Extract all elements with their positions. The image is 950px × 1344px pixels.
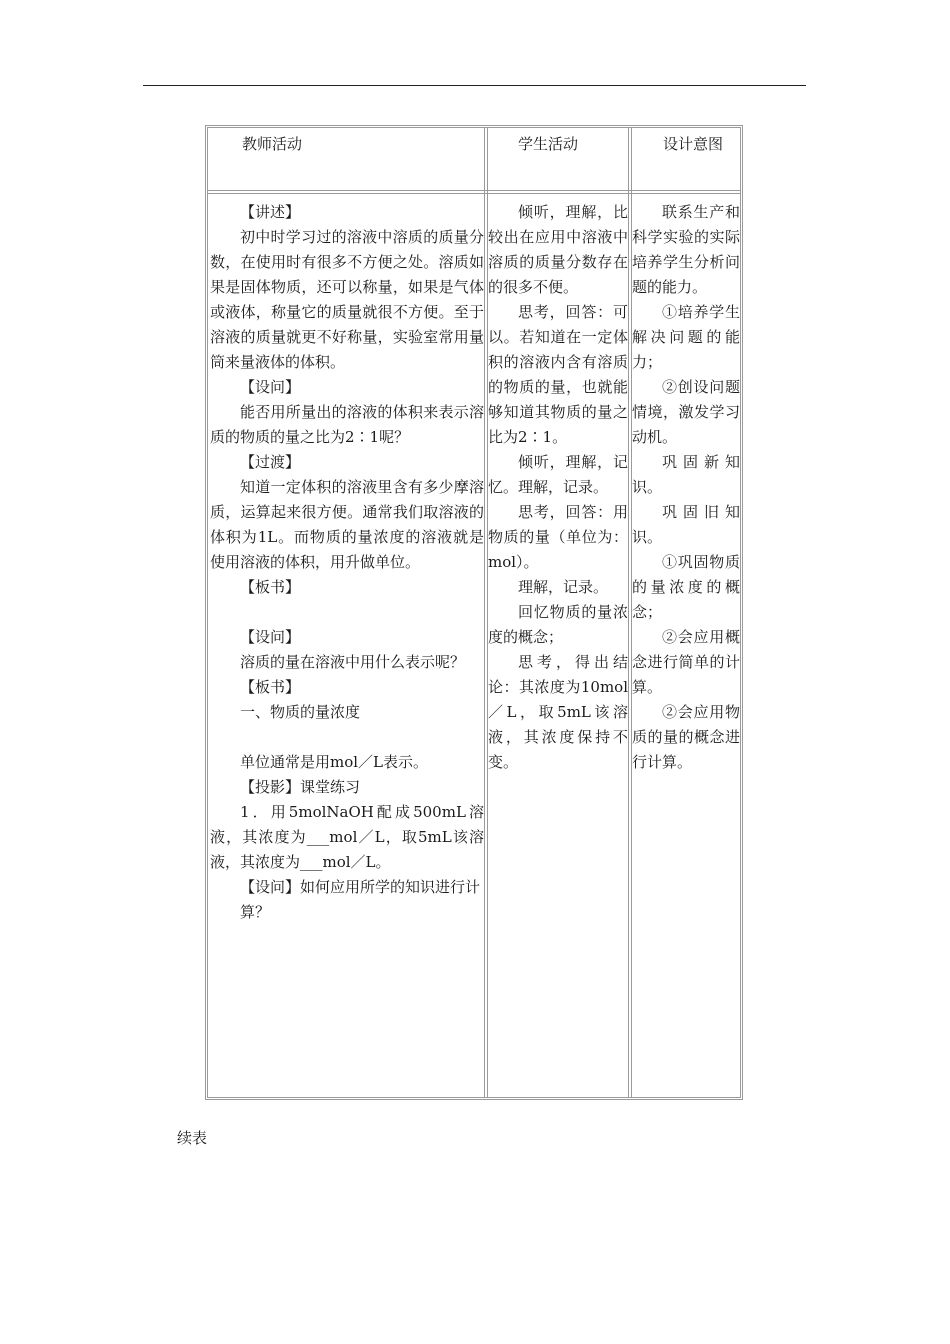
- teacher-paragraph: 知道一定体积的溶液里含有多少摩溶质，运算起来很方便。通常我们取溶液的体积为1L。而物质的量浓度的溶液就是使用溶液的体积，用升做单位。: [210, 478, 484, 571]
- blank-line: [210, 600, 484, 625]
- design-paragraph: ①培养学生解决问题的能力；: [632, 303, 740, 371]
- teacher-paragraph: 单位通常是用mol／L表示。: [240, 753, 429, 771]
- teacher-section-label: 【板书】: [240, 578, 301, 596]
- design-paragraph: 巩固旧知识。: [632, 503, 740, 546]
- design-paragraph: ②会应用物质的量的概念进行计算。: [632, 703, 740, 771]
- design-paragraph: ②创设问题情境，激发学习动机。: [632, 378, 740, 446]
- student-paragraph: 理解，记录。: [518, 578, 609, 596]
- design-paragraph: 巩固新知识。: [632, 453, 740, 496]
- student-paragraph: 倾听，理解，比较出在应用中溶液中溶质的质量分数存在的很多不便。: [488, 203, 628, 296]
- design-paragraph: ②会应用概念进行简单的计算。: [632, 628, 740, 696]
- header-divider: [208, 190, 740, 194]
- teacher-paragraph: 能否用所量出的溶液的体积来表示溶质的物质的量之比为2∶1呢？: [210, 403, 484, 446]
- header-student-activity: 学生活动: [518, 135, 579, 153]
- teacher-activity-column: [210, 200, 484, 925]
- blank-line: [210, 725, 484, 750]
- design-intent-column: [632, 200, 740, 775]
- teacher-paragraph: 溶质的量在溶液中用什么表示呢？: [240, 653, 466, 671]
- header-design-intent: 设计意图: [663, 135, 724, 153]
- teacher-section-label: 【过渡】: [240, 453, 301, 471]
- teacher-section-label: 【设问】: [240, 628, 301, 646]
- design-paragraph: ①巩固物质的量浓度的概念；: [632, 553, 740, 621]
- student-paragraph: 回忆物质的量浓度的概念；: [488, 603, 628, 646]
- student-activity-column: [488, 200, 628, 775]
- teacher-section-label: 【板书】: [240, 678, 301, 696]
- student-paragraph: 倾听，理解，记忆。理解，记录。: [488, 453, 628, 496]
- student-paragraph: 思考，回答：用物质的量（单位为：mol）。: [488, 503, 628, 571]
- teacher-paragraph: 一、物质的量浓度: [240, 703, 361, 721]
- design-paragraph: 联系生产和科学实验的实际培养学生分析问题的能力。: [632, 203, 740, 296]
- page-header-rule: [143, 85, 806, 86]
- header-teacher-activity: 教师活动: [242, 135, 303, 153]
- teacher-paragraph: 初中时学习过的溶液中溶质的质量分数，在使用时有很多不方便之处。溶质如果是固体物质，还可以称量，如果是气体或液体，称量它的质量就很不方便。至于溶液的质量就更不好称量，实验室常用量筒来量液体的体积。: [210, 228, 484, 371]
- teacher-section-label: 【设问】: [240, 378, 301, 396]
- continuation-label: 续表: [177, 1129, 208, 1147]
- lesson-plan-table: [205, 125, 743, 1100]
- teacher-paragraph: 1．用5molNaOH配成500mL溶液，其浓度为___mol／L，取5mL该溶液，其浓度为___mol／L。: [210, 803, 484, 871]
- student-paragraph: 思考，回答：可以。若知道在一定体积的溶液内含有溶质的物质的量，也就能够知道其物质的量之比为2∶1。: [488, 303, 628, 446]
- teacher-section-label: 【投影】课堂练习: [240, 778, 361, 796]
- teacher-paragraph: 【设问】如何应用所学的知识进行计: [240, 878, 481, 896]
- student-paragraph: 思考，得出结论：其浓度为10mol／L，取5mL该溶液，其浓度保持不变。: [488, 653, 628, 771]
- teacher-section-label: 【讲述】: [240, 203, 301, 221]
- teacher-paragraph: 算？: [240, 903, 271, 921]
